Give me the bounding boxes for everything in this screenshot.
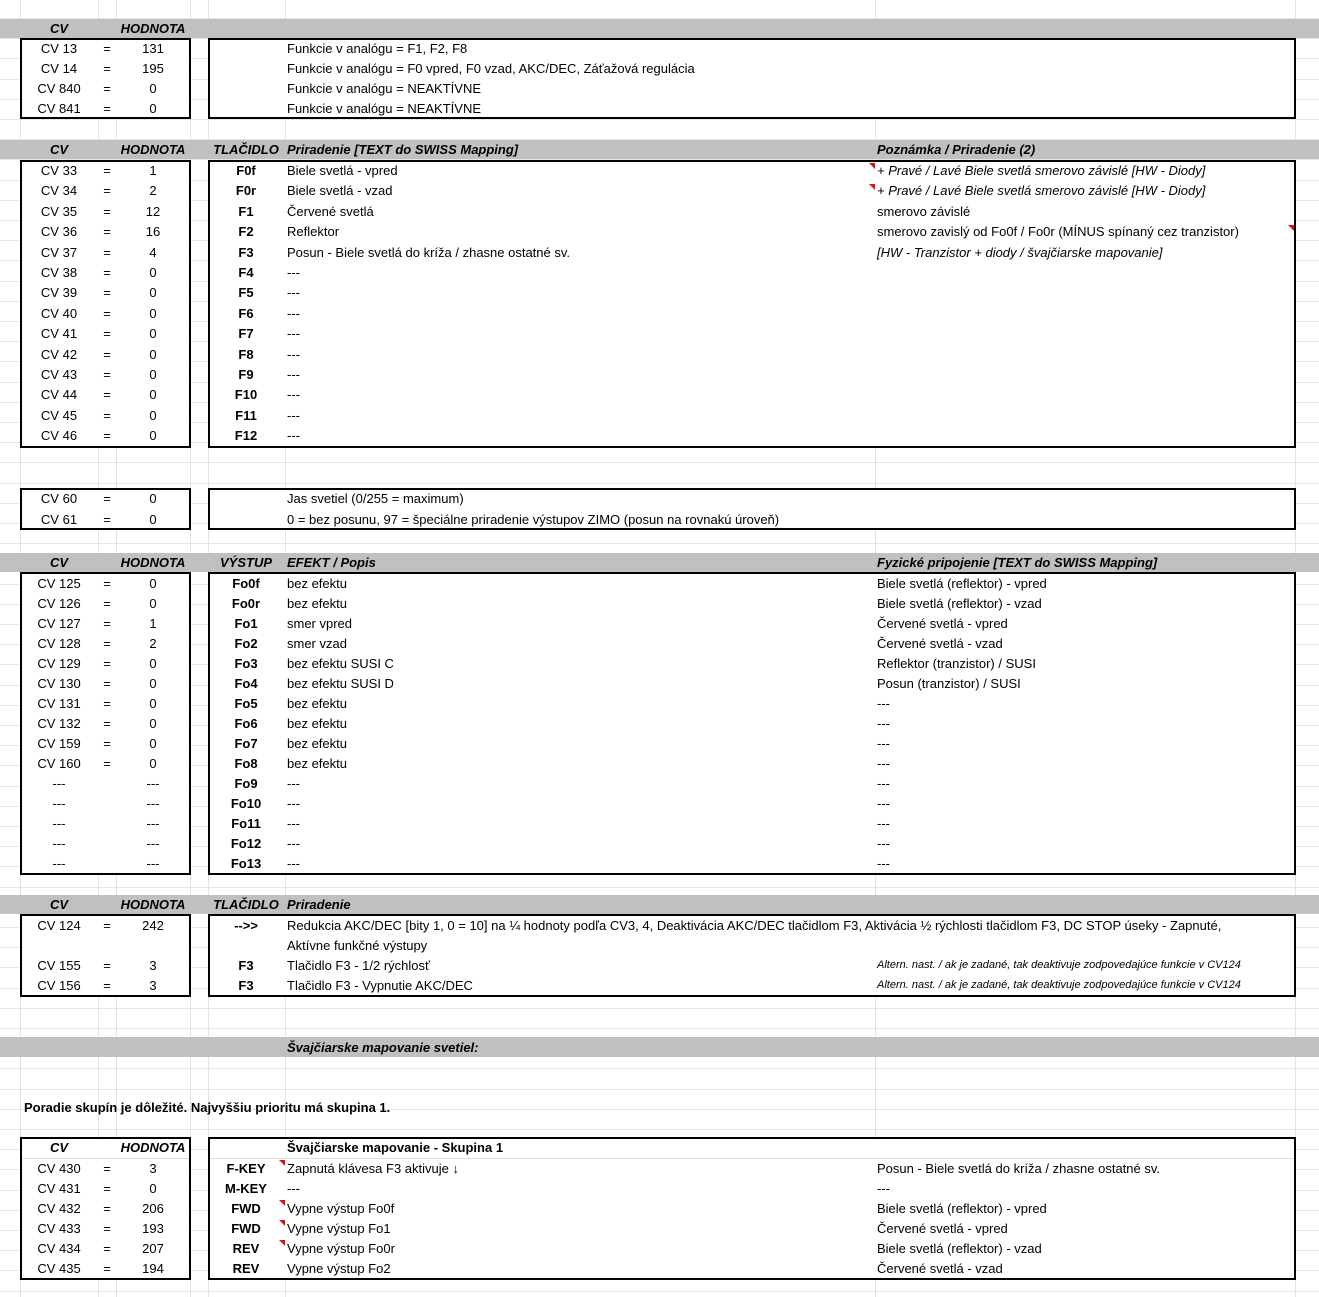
mapping-action[interactable]: Vypne výstup Fo1 xyxy=(287,1221,391,1236)
function-button[interactable]: F4 xyxy=(238,265,254,280)
mapping-note[interactable]: Červené svetlá - vpred xyxy=(877,1221,1008,1236)
physical-connection[interactable]: Posun (tranzistor) / SUSI xyxy=(877,676,1021,691)
assignment[interactable]: --- xyxy=(287,346,300,362)
equals-sign[interactable]: = xyxy=(103,1161,111,1176)
cv-value[interactable]: 3 xyxy=(149,958,157,973)
mapping-action[interactable]: --- xyxy=(287,1181,300,1196)
function-button[interactable]: F7 xyxy=(238,326,254,342)
cv-value[interactable]: 206 xyxy=(142,1201,164,1216)
equals-sign[interactable]: = xyxy=(103,101,111,116)
cv-number[interactable]: --- xyxy=(52,776,66,791)
note[interactable]: Altern. nast. / ak je zadané, tak deaktivuje zodpovedajúce funkcie v CV124 xyxy=(877,979,1241,991)
description[interactable]: Funkcie v analógu = F0 vpred, F0 vzad, AKC/DEC, Záťažová regulácia xyxy=(287,61,695,76)
swiss-title-band xyxy=(0,1037,1319,1057)
note[interactable]: + Pravé / Lavé Biele svetlá smerovo závislé [HW - Diody] xyxy=(877,183,1206,199)
header-poznamka[interactable]: Poznámka / Priradenie (2) xyxy=(877,142,1036,157)
equals-sign[interactable]: = xyxy=(103,265,111,280)
assignment-continued[interactable]: Aktívne funkčné výstupy xyxy=(287,938,428,953)
note[interactable]: [HW - Tranzistor + diody / švajčiarske mapovanie] xyxy=(877,244,1163,260)
note[interactable]: Altern. nast. / ak je zadané, tak deaktivuje zodpovedajúce funkcie v CV124 xyxy=(877,959,1241,971)
equals-sign[interactable]: = xyxy=(103,958,111,973)
mapping-note[interactable]: Červené svetlá - vzad xyxy=(877,1261,1003,1276)
grid-row-line xyxy=(0,887,1319,888)
description[interactable]: Funkcie v analógu = NEAKTÍVNE xyxy=(287,101,482,116)
output-name[interactable]: Fo1 xyxy=(234,616,258,631)
grid-row-line xyxy=(0,1028,1319,1029)
cv-value[interactable]: --- xyxy=(146,816,160,831)
equals-sign[interactable]: = xyxy=(103,656,111,671)
cv-number[interactable]: --- xyxy=(52,796,66,811)
function-button[interactable]: F3 xyxy=(238,958,254,973)
equals-sign[interactable] xyxy=(98,814,116,833)
comment-indicator-icon xyxy=(279,1240,285,1246)
cv-value[interactable]: 4 xyxy=(149,244,157,260)
header-cv[interactable]: CV xyxy=(49,142,69,157)
physical-connection[interactable]: --- xyxy=(877,796,890,811)
cv-value[interactable]: 3 xyxy=(149,978,157,993)
cv-number[interactable]: CV 131 xyxy=(37,696,81,711)
comment-indicator-icon xyxy=(869,163,875,169)
mapping-note[interactable]: Posun - Biele svetlá do kríža / zhasne ostatné sv. xyxy=(877,1161,1161,1176)
priority-note[interactable]: Poradie skupín je dôležité. Najvyššiu prioritu má skupina 1. xyxy=(24,1100,391,1115)
output-name[interactable]: Fo0f xyxy=(232,576,260,591)
function-button[interactable]: F5 xyxy=(238,285,254,301)
equals-sign[interactable]: = xyxy=(103,978,111,993)
physical-connection[interactable]: Reflektor (tranzistor) / SUSI xyxy=(877,656,1036,671)
cv-number[interactable]: CV 125 xyxy=(37,576,81,591)
equals-sign[interactable]: = xyxy=(103,163,111,178)
equals-sign[interactable]: = xyxy=(103,81,111,96)
header-cv[interactable]: CV xyxy=(49,555,69,570)
cv-number[interactable]: CV 840 xyxy=(37,81,81,96)
output-name[interactable]: Fo12 xyxy=(230,836,262,851)
equals-sign[interactable]: = xyxy=(103,616,111,631)
cv-value[interactable]: 0 xyxy=(149,596,157,611)
equals-sign[interactable]: = xyxy=(103,596,111,611)
equals-sign[interactable]: = xyxy=(103,1181,111,1196)
cv-number[interactable]: CV 155 xyxy=(37,958,81,973)
cv-number[interactable]: CV 128 xyxy=(37,636,81,651)
cv-number[interactable]: CV 44 xyxy=(40,387,78,403)
equals-sign[interactable]: = xyxy=(103,756,111,771)
header-hodnota[interactable]: HODNOTA xyxy=(120,897,186,912)
cv-value[interactable]: 0 xyxy=(149,305,157,321)
physical-connection[interactable]: --- xyxy=(877,836,890,851)
section1-header-band xyxy=(0,19,1319,38)
output-name[interactable]: Fo2 xyxy=(234,636,258,651)
cv-value[interactable]: 207 xyxy=(142,1241,164,1256)
comment-indicator-icon xyxy=(279,1160,285,1166)
cv-number[interactable]: CV 61 xyxy=(40,512,78,527)
assignment[interactable]: Posun - Biele svetlá do kríža / zhasne ostatné sv. xyxy=(287,244,571,260)
cv-value[interactable]: 0 xyxy=(149,367,157,382)
mapping-note[interactable]: --- xyxy=(877,1181,890,1196)
header-vystup[interactable]: VÝSTUP xyxy=(219,555,272,570)
function-button[interactable]: -->> xyxy=(234,918,258,933)
cv-value[interactable]: --- xyxy=(146,836,160,851)
equals-sign[interactable]: = xyxy=(103,428,111,444)
equals-sign[interactable]: = xyxy=(103,224,111,240)
cv-value[interactable]: 0 xyxy=(149,81,157,96)
comment-indicator-icon xyxy=(1288,225,1294,231)
grid-row-line xyxy=(0,543,1319,544)
assignment[interactable]: --- xyxy=(287,305,300,321)
physical-connection[interactable]: --- xyxy=(877,776,890,791)
cv-number[interactable]: CV 434 xyxy=(37,1241,81,1256)
cv-value[interactable]: 0 xyxy=(149,265,157,280)
cv-value[interactable]: 0 xyxy=(149,736,157,751)
mapping-action[interactable]: Vypne výstup Fo2 xyxy=(287,1261,391,1276)
physical-connection[interactable]: --- xyxy=(877,816,890,831)
cv-number[interactable]: CV 132 xyxy=(37,716,81,731)
cv-value[interactable]: 0 xyxy=(149,326,157,342)
equals-sign[interactable]: = xyxy=(103,305,111,321)
cv-number[interactable]: CV 127 xyxy=(37,616,81,631)
cv-value[interactable]: 242 xyxy=(142,918,164,933)
equals-sign[interactable]: = xyxy=(103,367,111,382)
assignment[interactable]: Tlačidlo F3 - Vypnutie AKC/DEC xyxy=(287,978,473,993)
equals-sign[interactable]: = xyxy=(103,244,111,260)
header-cv[interactable]: CV xyxy=(49,1140,69,1155)
cv-number[interactable]: CV 13 xyxy=(40,41,78,56)
description[interactable]: 0 = bez posunu, 97 = špeciálne priradenie výstupov ZIMO (posun na rovnakú úroveň) xyxy=(287,512,780,527)
function-button[interactable]: F0r xyxy=(235,183,257,199)
equals-sign[interactable]: = xyxy=(103,346,111,362)
cv-value[interactable]: 16 xyxy=(145,224,161,240)
equals-sign[interactable]: = xyxy=(103,736,111,751)
effect[interactable]: bez efektu SUSI D xyxy=(287,676,394,691)
cv-number[interactable]: CV 33 xyxy=(40,163,78,178)
section2-header-band xyxy=(0,140,1319,159)
cv-value[interactable]: 0 xyxy=(149,285,157,301)
output-name[interactable]: Fo4 xyxy=(234,676,258,691)
equals-sign[interactable] xyxy=(98,834,116,853)
cv-value[interactable]: --- xyxy=(146,856,160,871)
equals-sign[interactable] xyxy=(98,854,116,873)
equals-sign[interactable]: = xyxy=(103,918,111,933)
function-button[interactable]: F6 xyxy=(238,305,254,321)
assignment[interactable]: Biele svetlá - vpred xyxy=(287,163,398,178)
cv-value[interactable]: 194 xyxy=(142,1261,164,1276)
assignment[interactable]: --- xyxy=(287,265,300,280)
equals-sign[interactable] xyxy=(98,774,116,793)
cv-value[interactable]: 0 xyxy=(149,716,157,731)
function-button[interactable]: F1 xyxy=(238,203,254,219)
cv-number[interactable]: --- xyxy=(52,856,66,871)
physical-connection[interactable]: --- xyxy=(877,696,890,711)
effect[interactable]: bez efektu xyxy=(287,576,347,591)
description[interactable]: Funkcie v analógu = F1, F2, F8 xyxy=(287,41,468,56)
cv-value[interactable]: 0 xyxy=(149,491,157,506)
grid-row-line xyxy=(0,483,1319,484)
cv-value[interactable]: 0 xyxy=(149,576,157,591)
function-button[interactable]: F12 xyxy=(234,428,258,444)
cv-value[interactable]: 2 xyxy=(149,636,157,651)
mapping-action[interactable]: Vypne výstup Fo0f xyxy=(287,1201,395,1216)
equals-sign[interactable]: = xyxy=(103,491,111,506)
function-button[interactable]: F0f xyxy=(236,163,256,178)
assignment[interactable]: --- xyxy=(287,285,300,301)
swiss-mapping-title[interactable]: Švajčiarske mapovanie svetiel: xyxy=(287,1040,479,1055)
equals-sign[interactable]: = xyxy=(103,326,111,342)
equals-sign[interactable]: = xyxy=(103,512,111,527)
assignment[interactable]: --- xyxy=(287,387,300,403)
effect[interactable]: --- xyxy=(287,776,300,791)
cv-value[interactable]: 195 xyxy=(142,61,164,76)
assignment[interactable]: Červené svetlá xyxy=(287,203,374,219)
comment-indicator-icon xyxy=(869,184,875,190)
cv-number[interactable]: CV 46 xyxy=(40,428,78,444)
function-button[interactable]: F2 xyxy=(238,224,254,240)
cv-value[interactable]: 0 xyxy=(149,676,157,691)
grid-row-line xyxy=(0,119,1319,120)
cv-value[interactable]: 131 xyxy=(142,41,164,56)
assignment[interactable]: --- xyxy=(287,428,300,444)
cv-number[interactable]: CV 160 xyxy=(37,756,81,771)
grid-row-line xyxy=(0,1008,1319,1009)
physical-connection[interactable]: --- xyxy=(877,756,890,771)
cv-number[interactable]: CV 36 xyxy=(40,224,78,240)
cv-value[interactable]: 1 xyxy=(149,616,157,631)
cv-number[interactable]: CV 430 xyxy=(37,1161,81,1176)
equals-sign[interactable]: = xyxy=(103,636,111,651)
physical-connection[interactable]: --- xyxy=(877,856,890,871)
cv-number[interactable]: CV 433 xyxy=(37,1221,81,1236)
equals-sign[interactable]: = xyxy=(103,696,111,711)
cv-value[interactable]: 0 xyxy=(149,1181,157,1196)
output-name[interactable]: Fo8 xyxy=(234,756,258,771)
function-button[interactable]: F9 xyxy=(238,367,254,382)
equals-sign[interactable]: = xyxy=(103,41,111,56)
equals-sign[interactable]: = xyxy=(103,1221,111,1236)
effect[interactable]: --- xyxy=(287,816,300,831)
equals-sign[interactable]: = xyxy=(103,407,111,423)
grid-row-line xyxy=(0,1291,1319,1292)
cv-value[interactable]: 2 xyxy=(149,183,157,199)
cv-number[interactable]: CV 435 xyxy=(37,1261,81,1276)
mapping-action[interactable]: Zapnutá klávesa F3 aktivuje ↓ xyxy=(287,1161,459,1176)
cv-value[interactable]: --- xyxy=(146,796,160,811)
physical-connection[interactable]: --- xyxy=(877,716,890,731)
equals-sign[interactable]: = xyxy=(103,1201,111,1216)
cv-number[interactable]: CV 841 xyxy=(37,101,81,116)
effect[interactable]: bez efektu xyxy=(287,756,347,771)
grid-row-line xyxy=(0,1129,1319,1130)
header-tlacidlo[interactable]: TLAČIDLO xyxy=(213,897,279,912)
function-button[interactable]: F3 xyxy=(238,244,254,260)
output-name[interactable]: Fo10 xyxy=(230,796,262,811)
cv-number[interactable]: CV 126 xyxy=(37,596,81,611)
function-button[interactable]: F11 xyxy=(235,407,257,423)
output-name[interactable]: Fo13 xyxy=(230,856,262,871)
header-hodnota[interactable]: HODNOTA xyxy=(120,555,186,570)
header-hodnota[interactable]: HODNOTA xyxy=(120,142,186,157)
cv-number[interactable]: --- xyxy=(52,816,66,831)
cv-number[interactable]: CV 130 xyxy=(37,676,81,691)
cv-value[interactable]: 0 xyxy=(149,387,157,403)
key-type[interactable]: FWD xyxy=(231,1201,261,1216)
note[interactable]: smerovo závislé xyxy=(877,203,971,219)
assignment[interactable]: Tlačidlo F3 - 1/2 rýchlosť xyxy=(287,958,430,973)
assignment[interactable]: --- xyxy=(287,326,300,342)
cv-number[interactable]: CV 38 xyxy=(40,265,78,280)
cv-value[interactable]: 0 xyxy=(149,512,157,527)
equals-sign[interactable]: = xyxy=(103,1241,111,1256)
cv-value[interactable]: 0 xyxy=(149,696,157,711)
section5-header-band xyxy=(0,895,1319,914)
grid-row-line xyxy=(0,1089,1319,1090)
cv-value[interactable]: 0 xyxy=(149,756,157,771)
equals-sign[interactable]: = xyxy=(103,576,111,591)
key-type[interactable]: REV xyxy=(232,1241,260,1256)
equals-sign[interactable]: = xyxy=(103,1261,111,1276)
header-hodnota[interactable]: HODNOTA xyxy=(120,21,186,36)
note[interactable]: smerovo zavislý od Fo0f / Fo0r (MÍNUS spínaný cez tranzistor) xyxy=(877,224,1239,240)
effect[interactable]: bez efektu xyxy=(287,696,347,711)
cv-value[interactable]: 0 xyxy=(149,407,157,423)
cv-number[interactable]: CV 39 xyxy=(40,285,78,301)
cv-number[interactable]: CV 124 xyxy=(37,918,81,933)
cv-number[interactable]: CV 35 xyxy=(40,203,78,219)
effect[interactable]: --- xyxy=(287,836,300,851)
physical-connection[interactable]: Biele svetlá (reflektor) - vpred xyxy=(877,576,1047,591)
equals-sign[interactable]: = xyxy=(103,716,111,731)
assignment[interactable]: --- xyxy=(287,407,300,423)
cv-value[interactable]: 0 xyxy=(149,346,157,362)
output-name[interactable]: Fo7 xyxy=(234,736,258,751)
header-cv[interactable]: CV xyxy=(49,21,69,36)
note[interactable]: + Pravé / Lavé Biele svetlá smerovo závislé [HW - Diody] xyxy=(877,163,1206,178)
key-type[interactable]: FWD xyxy=(231,1221,261,1236)
header-priradenie[interactable]: Priradenie xyxy=(287,897,351,912)
grid-row-line xyxy=(0,1068,1319,1069)
output-name[interactable]: Fo11 xyxy=(231,816,261,831)
equals-sign[interactable]: = xyxy=(103,676,111,691)
equals-sign[interactable]: = xyxy=(103,387,111,403)
cv-value[interactable]: 0 xyxy=(149,656,157,671)
cv-value[interactable]: 1 xyxy=(149,163,157,178)
section4-desc-box xyxy=(208,572,1296,875)
cv-number[interactable]: CV 431 xyxy=(37,1181,81,1196)
effect[interactable]: smer vpred xyxy=(287,616,353,631)
effect[interactable]: bez efektu xyxy=(287,716,347,731)
cv-number[interactable]: CV 432 xyxy=(37,1201,81,1216)
comment-indicator-icon xyxy=(279,1220,285,1226)
header-cv[interactable]: CV xyxy=(49,897,69,912)
output-name[interactable]: Fo5 xyxy=(234,696,258,711)
cv-number[interactable]: CV 34 xyxy=(40,183,78,199)
cv-value[interactable]: 12 xyxy=(145,203,161,219)
function-button[interactable]: F3 xyxy=(238,978,254,993)
function-button[interactable]: F8 xyxy=(238,346,254,362)
equals-sign[interactable]: = xyxy=(103,61,111,76)
cv-number[interactable]: --- xyxy=(52,836,66,851)
cv-value[interactable]: --- xyxy=(146,776,160,791)
output-name[interactable]: Fo6 xyxy=(234,716,258,731)
effect[interactable]: bez efektu xyxy=(287,736,347,751)
comment-indicator-icon xyxy=(279,1200,285,1206)
header-tlacidlo[interactable]: TLAČIDLO xyxy=(213,142,279,157)
effect[interactable]: --- xyxy=(287,856,300,871)
cv-value[interactable]: 0 xyxy=(149,101,157,116)
effect[interactable]: bez efektu xyxy=(287,596,347,611)
header-priradenie[interactable]: Priradenie [TEXT do SWISS Mapping] xyxy=(287,142,519,157)
cv-value[interactable]: 193 xyxy=(142,1221,164,1236)
physical-connection[interactable]: Červené svetlá - vpred xyxy=(877,616,1008,631)
cv-number[interactable]: CV 14 xyxy=(40,61,78,76)
output-name[interactable]: Fo3 xyxy=(234,656,258,671)
mapping-note[interactable]: Biele svetlá (reflektor) - vzad xyxy=(877,1241,1042,1256)
assignment[interactable]: Reflektor xyxy=(287,224,340,240)
effect[interactable]: --- xyxy=(287,796,300,811)
physical-connection[interactable]: Biele svetlá (reflektor) - vzad xyxy=(877,596,1042,611)
header-hodnota[interactable]: HODNOTA xyxy=(120,1140,186,1155)
key-type[interactable]: F-KEY xyxy=(226,1161,266,1176)
equals-sign[interactable]: = xyxy=(103,203,111,219)
output-name[interactable]: Fo9 xyxy=(234,776,258,791)
cv-number[interactable]: CV 60 xyxy=(40,491,78,506)
equals-sign[interactable]: = xyxy=(103,183,111,199)
mapping-action[interactable]: Vypne výstup Fo0r xyxy=(287,1241,395,1256)
description[interactable]: Jas svetiel (0/255 = maximum) xyxy=(287,491,464,506)
cv-number[interactable]: CV 45 xyxy=(40,407,78,423)
cv-number[interactable]: CV 156 xyxy=(37,978,81,993)
effect[interactable]: smer vzad xyxy=(287,636,347,651)
function-button[interactable]: F10 xyxy=(234,387,258,403)
cv-value[interactable]: 0 xyxy=(149,428,157,444)
physical-connection[interactable]: Červené svetlá - vzad xyxy=(877,636,1003,651)
physical-connection[interactable]: --- xyxy=(877,736,890,751)
description[interactable]: Funkcie v analógu = NEAKTÍVNE xyxy=(287,81,482,96)
key-type[interactable]: REV xyxy=(232,1261,260,1276)
cv-number[interactable]: CV 129 xyxy=(37,656,81,671)
equals-sign[interactable] xyxy=(98,794,116,813)
cv-number[interactable]: CV 159 xyxy=(37,736,81,751)
key-type[interactable]: M-KEY xyxy=(225,1181,267,1196)
assignment[interactable]: --- xyxy=(287,367,300,382)
cv-number[interactable]: CV 42 xyxy=(40,346,78,362)
cv-number[interactable]: CV 37 xyxy=(40,244,78,260)
cv-number[interactable]: CV 41 xyxy=(40,326,78,342)
header-efekt[interactable]: EFEKT / Popis xyxy=(287,555,376,570)
output-name[interactable]: Fo0r xyxy=(231,596,261,611)
grid-row-line xyxy=(0,462,1319,463)
header-fyzicke[interactable]: Fyzické pripojenie [TEXT do SWISS Mapping] xyxy=(877,555,1158,570)
equals-sign[interactable]: = xyxy=(103,285,111,301)
cv-value[interactable]: 3 xyxy=(149,1161,157,1176)
effect[interactable]: bez efektu SUSI C xyxy=(287,656,394,671)
cv-number[interactable]: CV 40 xyxy=(40,305,78,321)
header-skupina[interactable]: Švajčiarske mapovanie - Skupina 1 xyxy=(287,1140,504,1155)
cv-number[interactable]: CV 43 xyxy=(40,367,78,382)
assignment[interactable]: Biele svetlá - vzad xyxy=(287,183,393,199)
mapping-note[interactable]: Biele svetlá (reflektor) - vpred xyxy=(877,1201,1047,1216)
assignment[interactable]: Redukcia AKC/DEC [bity 1, 0 = 10] na ¼ hodnoty podľa CV3, 4, Deaktivácia AKC/DEC tlačidlom F3, Aktivácia ½ rýchlosti tlačidlom F3, DC STOP úseky - Zapnuté, xyxy=(287,918,1222,933)
